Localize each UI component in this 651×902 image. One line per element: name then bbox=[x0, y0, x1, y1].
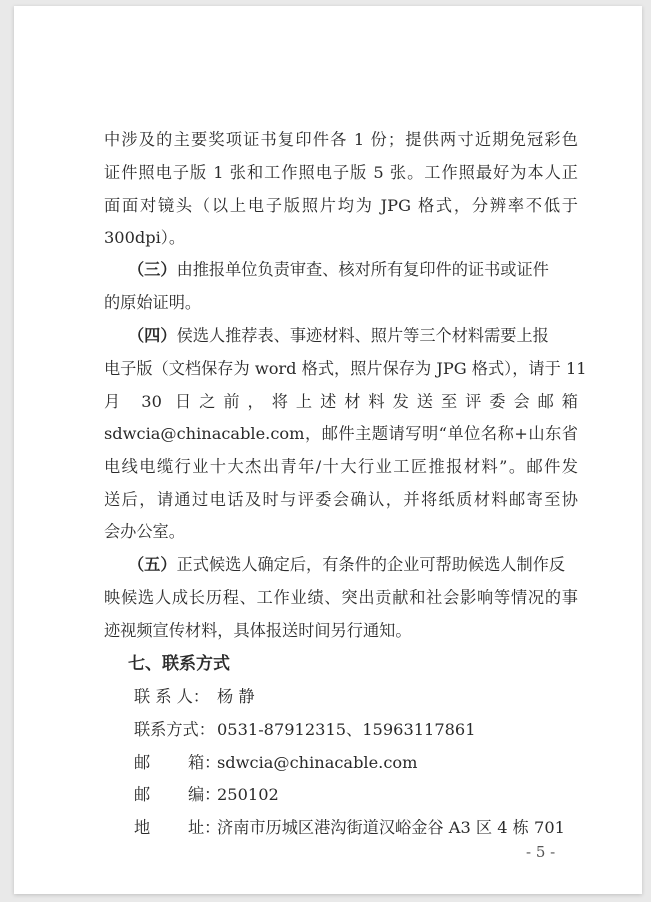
body-line-8: sdwcia@chinacable.com，邮件主题请写明“单位名称+山东省 bbox=[104, 424, 578, 443]
address-label-char: 地 bbox=[134, 818, 151, 837]
body-line-6: 电子版（文档保存为 word 格式，照片保存为 JPG 格式），请于 11 bbox=[104, 359, 587, 378]
body-line-12: 映候选人成长历程、工作业绩、突出贡献和社会影响等情况的事 bbox=[104, 588, 578, 607]
page-number: - 5 - bbox=[526, 843, 556, 861]
postcode-label-suffix: 编： bbox=[188, 785, 221, 804]
postcode-label-char: 邮 bbox=[134, 785, 151, 804]
item-4-label: （四） bbox=[128, 326, 177, 345]
item-5-line bbox=[128, 555, 578, 575]
item-5-text: 正式候选人确定后，有条件的企业可帮助候选人制作反 bbox=[176, 555, 566, 574]
item-5-label: （五） bbox=[128, 555, 177, 574]
contact-phone-label: 联系方式： bbox=[134, 720, 215, 739]
contact-person-label: 联 系 人： bbox=[134, 687, 210, 706]
body-line-1: 中涉及的主要奖项证书复印件各 1 份；提供两寸近期免冠彩色 bbox=[104, 130, 578, 149]
body-line-5: 的原始证明。 bbox=[104, 293, 202, 312]
item-3-text: 由推报单位负责审查、核对所有复印件的证书或证件 bbox=[176, 260, 549, 279]
body-line-13: 迹视频宣传材料，具体报送时间另行通知。 bbox=[104, 621, 412, 640]
address-value: 济南市历城区港沟街道汉峪金谷 A3 区 4 栋 701 bbox=[217, 818, 565, 837]
item-3-label: （三） bbox=[128, 260, 177, 279]
email-label-suffix: 箱： bbox=[188, 753, 221, 772]
body-line-9: 电线电缆行业十大杰出青年/十大行业工匠推报材料”。邮件发 bbox=[104, 457, 578, 476]
body-line-2: 证件照电子版 1 张和工作照电子版 5 张。工作照最好为本人正 bbox=[104, 163, 578, 182]
body-line-7: 月 30 日之前，将上述材料发送至评委会邮箱 bbox=[104, 392, 578, 411]
item-4-line bbox=[128, 326, 578, 346]
email-value: sdwcia@chinacable.com bbox=[217, 753, 418, 772]
document-page bbox=[14, 6, 642, 894]
email-label-char: 邮 bbox=[134, 753, 151, 772]
body-line-10: 送后，请通过电话及时与评委会确认，并将纸质材料邮寄至协 bbox=[104, 490, 578, 509]
contact-phone-value: 0531-87912315、15963117861 bbox=[217, 720, 476, 739]
postcode-value: 250102 bbox=[217, 785, 279, 804]
body-line-11: 会办公室。 bbox=[104, 522, 185, 541]
body-line-4: 300dpi）。 bbox=[104, 228, 186, 247]
section-7-heading: 七、联系方式 bbox=[128, 654, 230, 674]
body-line-3: 面面对镜头（以上电子版照片均为 JPG 格式，分辨率不低于 bbox=[104, 196, 578, 215]
item-3-line bbox=[128, 260, 578, 280]
contact-person-value: 杨 静 bbox=[217, 687, 255, 706]
address-label-suffix: 址： bbox=[188, 818, 221, 837]
item-4-text: 侯选人推荐表、事迹材料、照片等三个材料需要上报 bbox=[176, 326, 549, 345]
